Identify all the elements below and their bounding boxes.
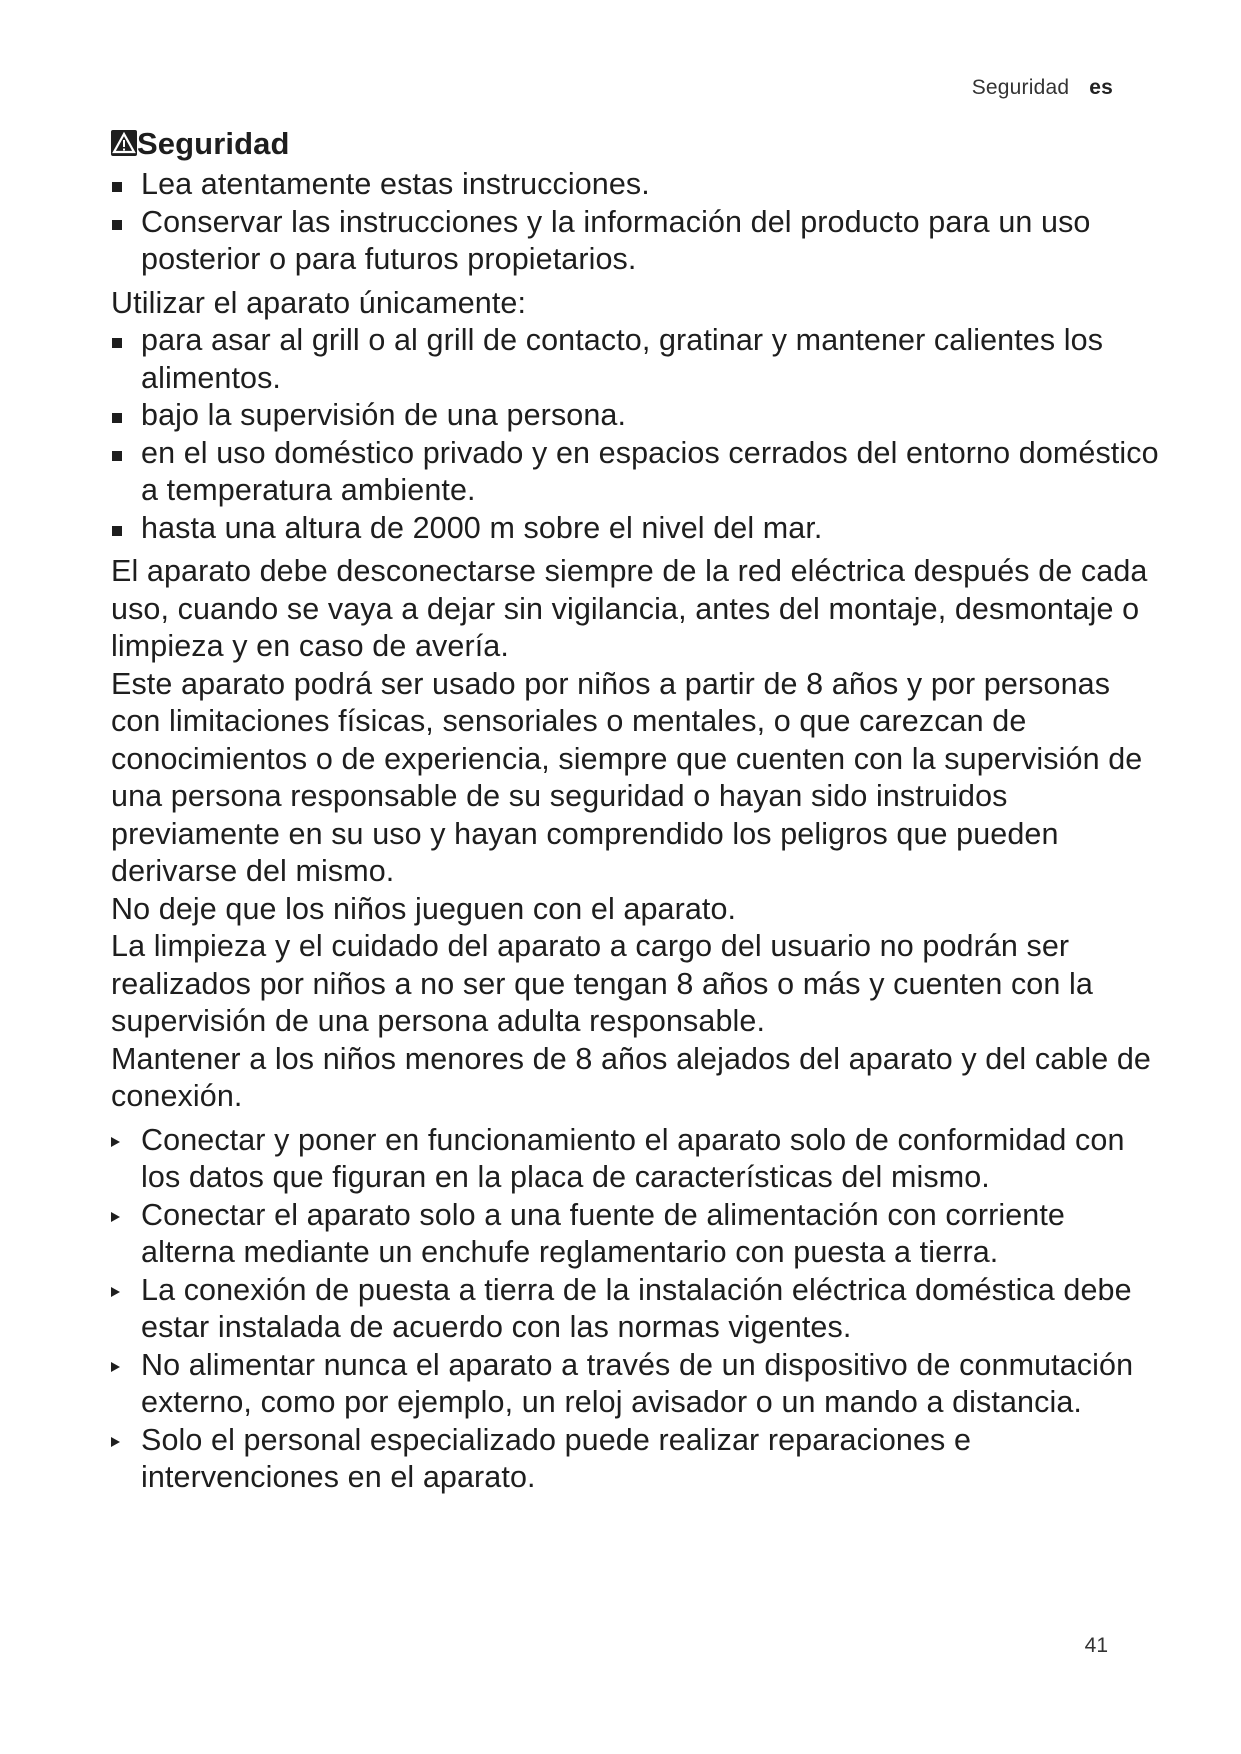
paragraph: La limpieza y el cuidado del aparato a cargo del usuario no podrán ser realizados por niños a no ser que tengan 8 años o más y cuenten con la supervisión de una persona adulta responsable. xyxy=(111,929,1093,1038)
list-item: para asar al grill o al grill de contacto, gratinar y mantener calientes los alimentos. xyxy=(111,322,1161,397)
paragraph: Mantener a los niños menores de 8 años alejados del aparato y del cable de conexión. xyxy=(111,1041,1151,1113)
warning-icon xyxy=(111,130,137,156)
list-item: Conectar el aparato solo a una fuente de alimentación con corriente alterna mediante un enchufe reglamentario con puesta a tierra. xyxy=(111,1197,1161,1272)
use-list xyxy=(111,322,1161,547)
paragraph: No deje que los niños jueguen con el aparato. xyxy=(111,891,737,926)
page-number: 41 xyxy=(1084,1634,1108,1657)
section-title xyxy=(111,124,1161,164)
action-list xyxy=(111,1122,1161,1497)
list-item: hasta una altura de 2000 m sobre el nivel del mar. xyxy=(111,510,1161,548)
list-item: La conexión de puesta a tierra de la instalación eléctrica doméstica debe estar instalada de acuerdo con las normas vigentes. xyxy=(111,1272,1161,1347)
paragraph: El aparato debe desconectarse siempre de la red eléctrica después de cada uso, cuando se vaya a dejar sin vigilancia, antes del montaje, desmontaje o limpieza y en caso de avería. xyxy=(111,554,1148,663)
intro-list xyxy=(111,166,1161,279)
header-section: Seguridad xyxy=(971,76,1070,99)
list-item: No alimentar nunca el aparato a través de un dispositivo de conmutación externo, como por ejemplo, un reloj avisador o un mando a distancia. xyxy=(111,1347,1161,1422)
list-item: en el uso doméstico privado y en espacios cerrados del entorno doméstico a temperatura ambiente. xyxy=(111,435,1161,510)
section-title-text: Seguridad xyxy=(137,126,290,161)
paragraph: Este aparato podrá ser usado por niños a partir de 8 años y por personas con limitaciones físicas, sensoriales o mentales, o que carezcan de conocimientos o de experiencia, siempre que cuenten con la supervisión de una persona responsable de su seguridad o hayan sido instruidos previamente en su uso y hayan comprendido los peligros que pueden derivarse del mismo. xyxy=(111,666,1143,888)
list-item: Lea atentamente estas instrucciones. xyxy=(111,166,1161,204)
list-item: bajo la supervisión de una persona. xyxy=(111,397,1161,435)
list-item: Conectar y poner en funcionamiento el aparato solo de conformidad con los datos que figuran en la placa de características del mismo. xyxy=(111,1122,1161,1197)
list-item: Solo el personal especializado puede realizar reparaciones e intervenciones en el aparato. xyxy=(111,1422,1161,1497)
list-item: Conservar las instrucciones y la información del producto para un uso posterior o para futuros propietarios. xyxy=(111,204,1161,279)
page-header xyxy=(972,76,1113,100)
use-heading: Utilizar el aparato únicamente: xyxy=(111,285,527,320)
header-language: es xyxy=(1089,76,1113,99)
page-content xyxy=(111,124,1161,1497)
